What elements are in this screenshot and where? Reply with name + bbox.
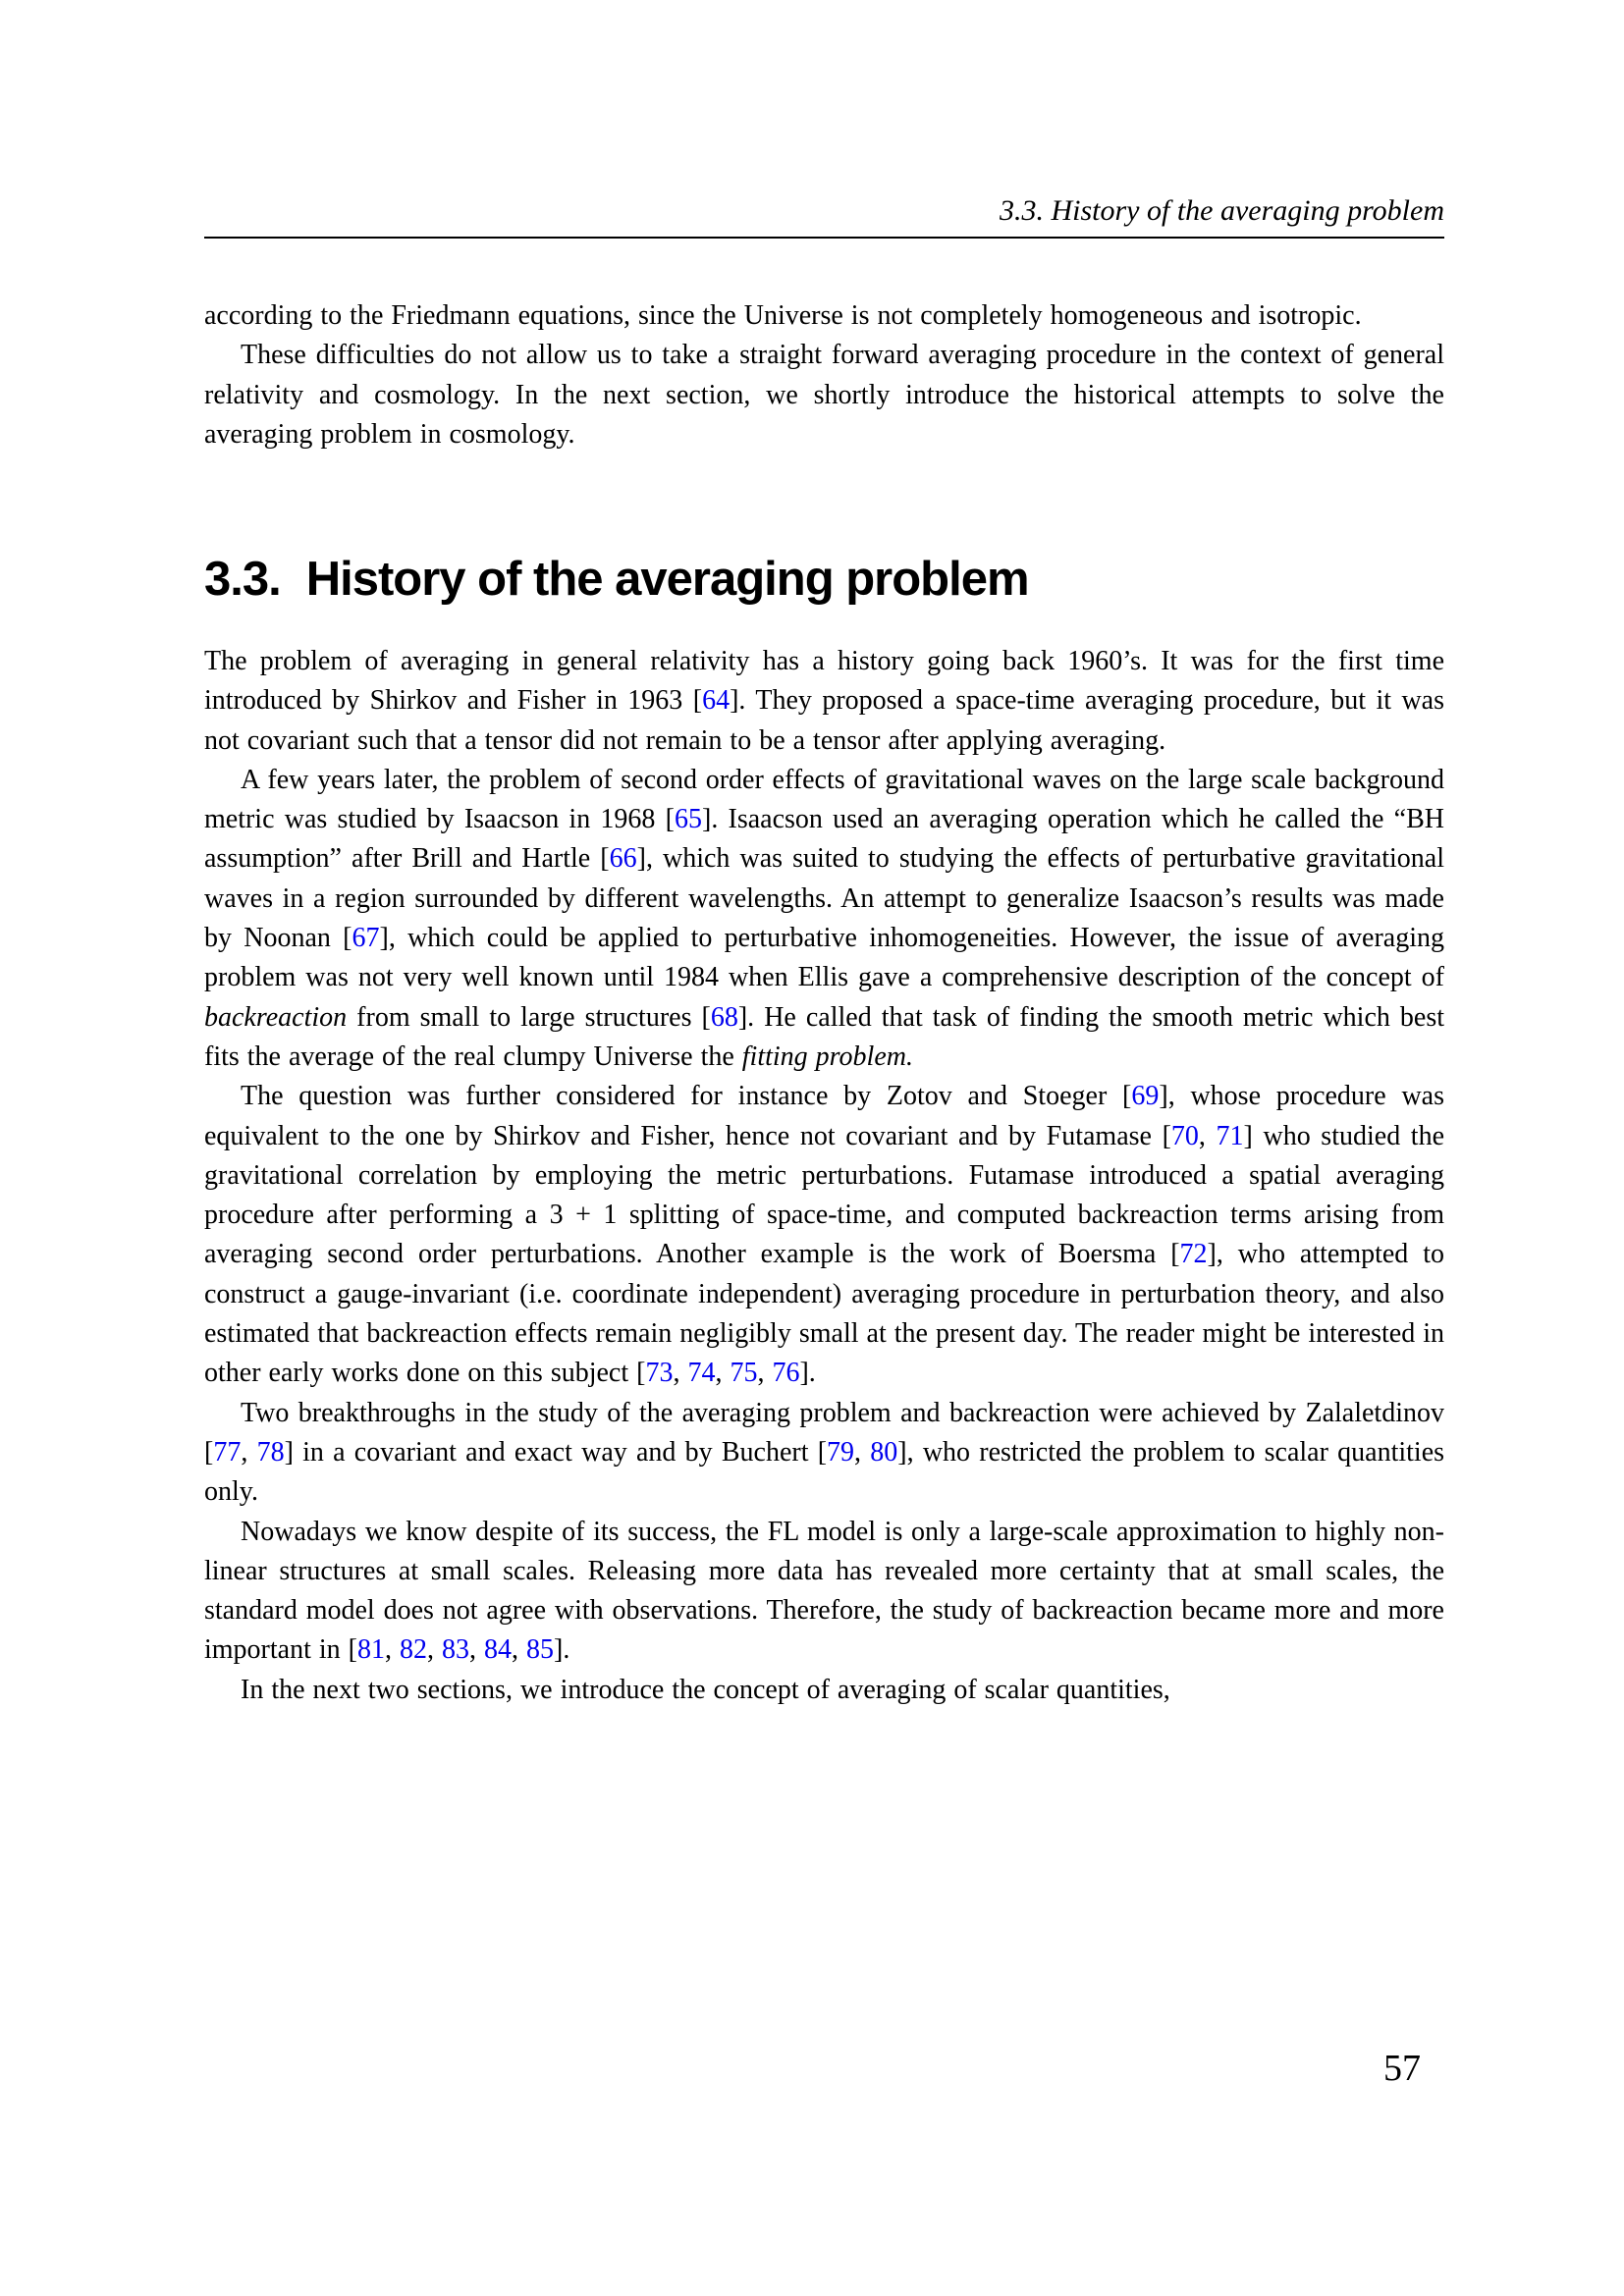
text-run: .	[563, 1634, 570, 1666]
citation-link[interactable]: 66	[609, 843, 637, 875]
citation-link[interactable]: 85	[525, 1634, 554, 1666]
citation-bracket: [	[343, 923, 352, 954]
citation-separator: ,	[757, 1358, 773, 1389]
citation-link[interactable]: 70	[1170, 1120, 1199, 1151]
citation-bracket: ]	[1207, 1239, 1217, 1270]
body-paragraphs-after-heading	[204, 642, 1444, 1710]
citation-bracket: ]	[1159, 1081, 1168, 1112]
text-run: .	[808, 1358, 816, 1389]
citation-link[interactable]: 79	[827, 1436, 855, 1468]
emphasized-text: fitting problem.	[741, 1041, 913, 1072]
text-run: Two breakthroughs in the study of the averaging problem and backreaction were achieved by Zalaletdinov	[241, 1397, 1444, 1428]
citation-bracket: ]	[553, 1634, 564, 1666]
citation-separator: ,	[715, 1358, 731, 1389]
citation-bracket: ]	[737, 1001, 748, 1033]
citation-bracket: ]	[284, 1436, 294, 1468]
citation-bracket: [	[1122, 1081, 1132, 1112]
text-run: These difficulties do not allow us to take a straight forward averaging procedure in the context of general relativity and cosmology. In the next section, we shortly introduce the historical attempts to solve the averaging problem in cosmology.	[204, 340, 1444, 450]
paragraph	[204, 296, 1444, 336]
text-run: . Isaacson used an averaging operation which he called the “BH assumption” after Brill and Hartle	[204, 804, 1444, 875]
citation-bracket: [	[204, 1436, 214, 1468]
text-run: The problem of averaging in general relativity has a history going back 1960’s. It was for the first time introduced by Shirkov and Fisher in 1963	[204, 646, 1444, 717]
citation-link[interactable]: 80	[870, 1436, 898, 1468]
citation-link[interactable]: 67	[352, 923, 380, 954]
header-rule	[204, 237, 1444, 239]
citation-bracket: [	[600, 843, 610, 875]
text-run: according to the Friedmann equations, since the Universe is not completely homogeneous and isotropic.	[204, 300, 1362, 331]
citation-separator: ,	[511, 1634, 526, 1666]
citation-separator: ,	[384, 1634, 400, 1666]
citation-bracket: [	[692, 685, 703, 717]
citation-link[interactable]: 72	[1179, 1239, 1208, 1270]
text-run: , who attempted to construct a gauge-invariant (i.e. coordinate independent) averaging procedure in perturbation theory, and also estimated that backreaction effects remain negligibly small at the present day. The reader might be interested in other early works done on this subject	[204, 1239, 1444, 1389]
running-header: 3.3. History of the averaging problem	[999, 194, 1444, 227]
paragraph	[204, 1513, 1444, 1671]
citation-link[interactable]: 74	[687, 1358, 716, 1389]
section-title: History of the averaging problem	[305, 553, 1029, 606]
citation-link[interactable]: 83	[441, 1634, 469, 1666]
text-run: in a covariant and exact way and by Buchert	[293, 1436, 818, 1468]
citation-separator: ,	[854, 1436, 871, 1468]
citation-bracket: ]	[379, 923, 389, 954]
text-run: from small to large structures	[347, 1001, 702, 1033]
citation-bracket: ]	[799, 1358, 809, 1389]
text-run: who studied the gravitational correlation by employing the metric perturbations. Futamase introduced a spatial averaging procedure after performing a 3 + 1 splitting of space-time, and computed backreaction terms arising from averaging second order perturbations. Another example is the work of Boersma	[204, 1120, 1445, 1270]
citation-link[interactable]: 71	[1216, 1120, 1244, 1151]
citation-separator: ,	[426, 1634, 442, 1666]
citation-link[interactable]: 81	[356, 1634, 385, 1666]
citation-bracket: ]	[730, 685, 739, 717]
citation-bracket: [	[1162, 1120, 1171, 1151]
citation-separator: ,	[241, 1436, 257, 1468]
citation-link[interactable]: 68	[710, 1001, 738, 1033]
emphasized-text: backreaction	[204, 1001, 348, 1033]
citation-bracket: [	[701, 1001, 711, 1033]
text-run: . He called that task of finding the smooth metric which best fits the average of the real clumpy Universe the	[204, 1001, 1445, 1072]
citation-bracket: [	[348, 1634, 357, 1666]
text-run: Nowadays we know despite of its success, the FL model is only a large-scale approximation to highly non-linear structures at small scales. Releasing more data has revealed more certainty that at small scales, the standard model does not agree with observations. Therefore, the study of backreaction became more and more important in	[204, 1516, 1444, 1666]
text-run: , which was suited to studying the effects of perturbative gravitational waves in a region surrounded by different wavelengths. An attempt to generalize Isaacson’s results was made by Noonan	[204, 843, 1444, 954]
paragraph	[204, 1671, 1444, 1710]
citation-link[interactable]: 84	[483, 1634, 512, 1666]
citation-bracket: ]	[636, 843, 646, 875]
citation-bracket: ]	[897, 1436, 907, 1468]
citation-bracket: [	[817, 1436, 828, 1468]
section-number: 3.3.	[204, 553, 281, 606]
paragraph	[204, 642, 1444, 761]
text-run: , which could be applied to perturbative inhomogeneities. However, the issue of averaging problem was not very well known until 1984 when Ellis gave a comprehensive description of the concept of	[204, 923, 1444, 993]
citation-link[interactable]: 73	[645, 1358, 674, 1389]
citation-bracket: ]	[1243, 1120, 1253, 1151]
citation-link[interactable]: 64	[702, 685, 731, 717]
paragraph	[204, 761, 1444, 1077]
body-paragraphs-before-heading	[204, 296, 1444, 454]
citation-link[interactable]: 82	[399, 1634, 427, 1666]
paragraph	[204, 1394, 1444, 1513]
page-number: 57	[1383, 2048, 1421, 2089]
text-run: The question was further considered for instance by Zotov and Stoeger	[241, 1081, 1123, 1112]
citation-separator: ,	[1198, 1120, 1217, 1151]
citation-link[interactable]: 69	[1131, 1081, 1160, 1112]
text-run: In the next two sections, we introduce the concept of averaging of scalar quantities,	[241, 1674, 1170, 1705]
citation-separator: ,	[673, 1358, 688, 1389]
text-run: A few years later, the problem of second order effects of gravitational waves on the large scale background metric was studied by Isaacson in 1968	[204, 764, 1444, 835]
text-run: , whose procedure was equivalent to the one by Shirkov and Fisher, hence not covariant and by Futamase	[204, 1081, 1444, 1151]
paragraph	[204, 1077, 1444, 1393]
text-run: , who restricted the problem to scalar quantities only.	[204, 1436, 1445, 1508]
citation-link[interactable]: 75	[730, 1358, 758, 1389]
citation-link[interactable]: 78	[256, 1436, 285, 1468]
paragraph	[204, 336, 1444, 454]
citation-bracket: ]	[701, 804, 712, 835]
citation-link[interactable]: 76	[772, 1358, 800, 1389]
citation-bracket: [	[636, 1358, 646, 1389]
citation-bracket: [	[1170, 1239, 1180, 1270]
citation-link[interactable]: 77	[213, 1436, 242, 1468]
text-run: . They proposed a space-time averaging procedure, but it was not covariant such that a tensor did not remain to be a tensor after applying averaging.	[204, 685, 1444, 756]
citation-separator: ,	[468, 1634, 484, 1666]
citation-link[interactable]: 65	[674, 804, 702, 835]
citation-bracket: [	[665, 804, 675, 835]
text-column	[204, 0, 1444, 2296]
section-heading	[204, 551, 1029, 608]
